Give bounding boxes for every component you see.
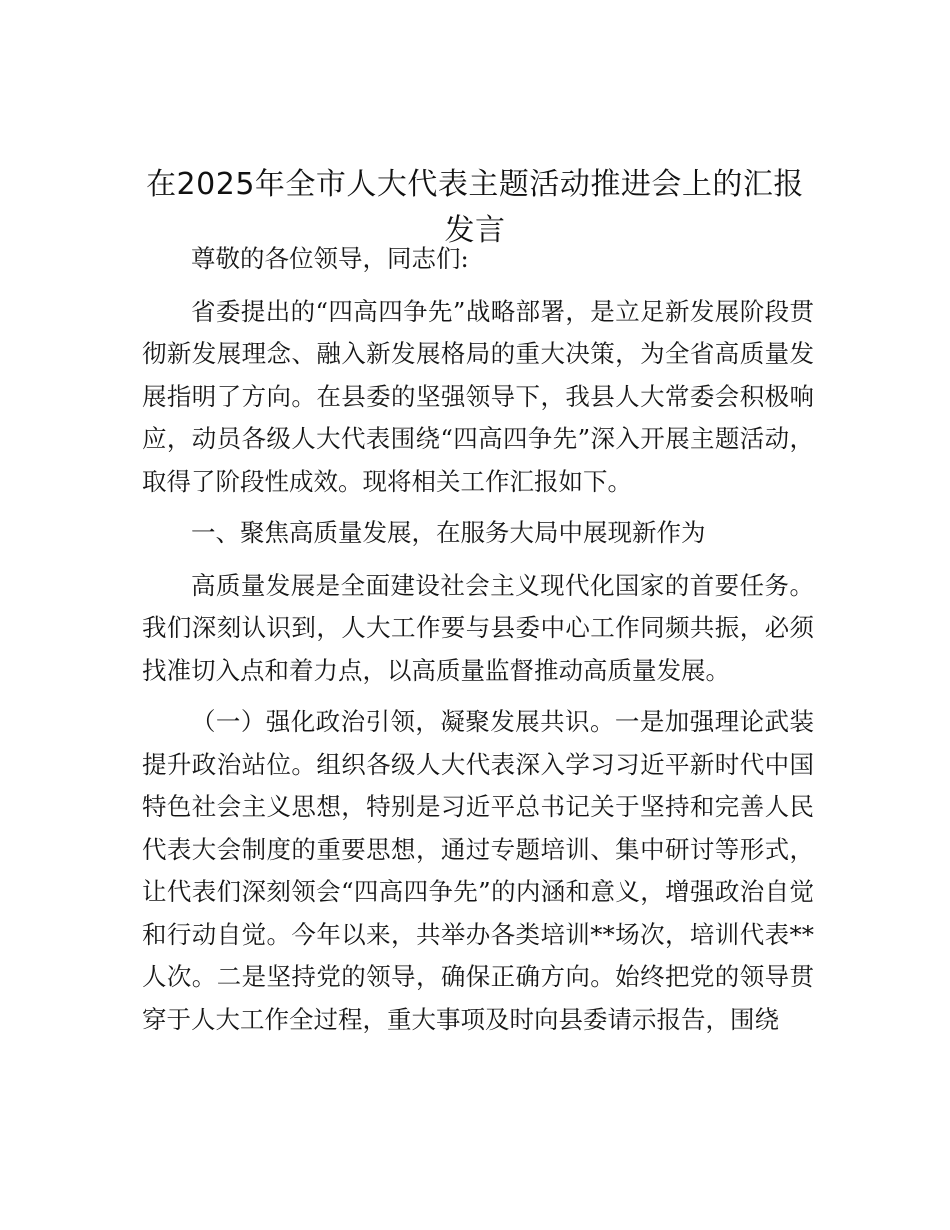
- document-title: 在2025年全市人大代表主题活动推进会上的汇报发言: [146, 167, 804, 248]
- subsection-1-paragraph: （一）强化政治引领，凝聚发展共识。一是加强理论武装提升政治站位。组织各级人大代表深入学习习近平新时代中国特色社会主义思想，特别是习近平总书记关于坚持和完善人民代表大会制度的重要思想，通过专题培训、集中研讨等形式，让代表们深刻领会“四高四争先”的内涵和意义，增强政治自觉和行动自觉。今年以来，共举办各类培训**场次，培训代表**人次。二是坚持党的领导，确保正确方向。始终把党的领导贯穿于人大工作全过程，重大事项及时向县委请示报告，围绕: [142, 707, 814, 1034]
- intro-paragraph: 省委提出的“四高四争先”战略部署，是立足新发展阶段贯彻新发展理念、融入新发展格局的重大决策，为全省高质量发展指明了方向。在县委的坚强领导下，我县人大常委会积极响应，动员各级人大代表围绕“四高四争先”深入开展主题活动，取得了阶段性成效。现将相关工作汇报如下。: [142, 296, 814, 496]
- document-body: [142, 238, 814, 1050]
- section-1-heading: 一、聚焦高质量发展，在服务大局中展现新作为: [191, 518, 706, 547]
- salutation: 尊敬的各位领导，同志们:: [191, 244, 469, 273]
- section-1-paragraph: 高质量发展是全面建设社会主义现代化国家的首要任务。我们深刻认识到，人大工作要与县委中心工作同频共振，必须找准切入点和着力点，以高质量监督推动高质量发展。: [142, 570, 814, 685]
